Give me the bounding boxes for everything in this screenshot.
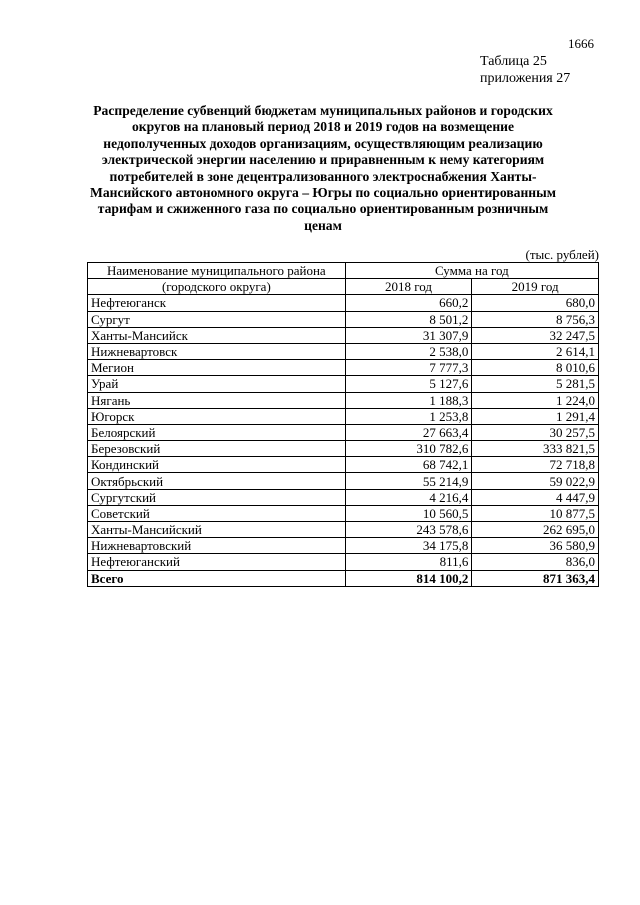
total-label: Всего xyxy=(88,570,346,586)
row-value-2018: 660,2 xyxy=(345,295,472,311)
page-number: 1666 xyxy=(568,36,594,51)
table-row xyxy=(88,457,599,473)
row-value-2019: 8 010,6 xyxy=(472,360,599,376)
row-value-2018: 10 560,5 xyxy=(345,505,472,521)
row-value-2019: 30 257,5 xyxy=(472,424,599,440)
row-name: Нижневартовск xyxy=(88,343,346,359)
table-row xyxy=(88,554,599,570)
row-value-2018: 811,6 xyxy=(345,554,472,570)
row-value-2018: 243 578,6 xyxy=(345,522,472,538)
table-row xyxy=(88,327,599,343)
row-name: Урай xyxy=(88,376,346,392)
row-value-2019: 8 756,3 xyxy=(472,311,599,327)
table-row xyxy=(88,343,599,359)
row-value-2019: 59 022,9 xyxy=(472,473,599,489)
row-value-2019: 10 877,5 xyxy=(472,505,599,521)
row-value-2018: 7 777,3 xyxy=(345,360,472,376)
row-value-2018: 1 253,8 xyxy=(345,408,472,424)
table-row xyxy=(88,522,599,538)
row-name: Ханты-Мансийск xyxy=(88,327,346,343)
row-name: Нефтеюганский xyxy=(88,554,346,570)
row-value-2018: 4 216,4 xyxy=(345,489,472,505)
row-name: Югорск xyxy=(88,408,346,424)
table-row xyxy=(88,360,599,376)
row-value-2019: 1 291,4 xyxy=(472,408,599,424)
row-value-2019: 262 695,0 xyxy=(472,522,599,538)
total-value-2019: 871 363,4 xyxy=(472,570,599,586)
row-value-2019: 36 580,9 xyxy=(472,538,599,554)
table-row xyxy=(88,376,599,392)
header-name-bottom: (городского округа) xyxy=(88,279,346,295)
row-value-2019: 836,0 xyxy=(472,554,599,570)
table-header xyxy=(88,263,599,295)
row-value-2018: 55 214,9 xyxy=(345,473,472,489)
subvention-table xyxy=(87,262,599,587)
row-name: Ханты-Мансийский xyxy=(88,522,346,538)
header-sum: Сумма на год xyxy=(345,263,598,279)
row-name: Кондинский xyxy=(88,457,346,473)
total-row xyxy=(88,570,599,586)
row-value-2018: 1 188,3 xyxy=(345,392,472,408)
row-name: Октябрьский xyxy=(88,473,346,489)
table-row xyxy=(88,408,599,424)
table-ref-line1: Таблица 25 xyxy=(480,54,547,69)
row-value-2018: 2 538,0 xyxy=(345,343,472,359)
row-name: Мегион xyxy=(88,360,346,376)
table-row xyxy=(88,295,599,311)
table-row xyxy=(88,311,599,327)
table-row xyxy=(88,441,599,457)
table-row xyxy=(88,424,599,440)
header-year-2019: 2019 год xyxy=(472,279,599,295)
table-row xyxy=(88,505,599,521)
table-row xyxy=(88,489,599,505)
units-label: (тыс. рублей) xyxy=(525,247,599,262)
row-name: Белоярский xyxy=(88,424,346,440)
table-row xyxy=(88,538,599,554)
table-row xyxy=(88,473,599,489)
row-value-2018: 31 307,9 xyxy=(345,327,472,343)
row-name: Березовский xyxy=(88,441,346,457)
row-value-2019: 333 821,5 xyxy=(472,441,599,457)
row-value-2019: 5 281,5 xyxy=(472,376,599,392)
row-value-2018: 27 663,4 xyxy=(345,424,472,440)
table-reference xyxy=(480,53,598,87)
row-name: Сургут xyxy=(88,311,346,327)
row-name: Нефтеюганск xyxy=(88,295,346,311)
row-value-2019: 1 224,0 xyxy=(472,392,599,408)
total-value-2018: 814 100,2 xyxy=(345,570,472,586)
row-name: Нижневартовский xyxy=(88,538,346,554)
row-value-2019: 2 614,1 xyxy=(472,343,599,359)
header-name-top: Наименование муниципального района xyxy=(88,263,346,279)
document-title: Распределение субвенций бюджетам муниципальных районов и городских округов на плановый период 2018 и 2019 годов на возмещение недополученных доходов организациям, осуществляющим реализацию электрической энергии населению и приравненным к нему категориям потребителей в зоне децентрализованного электроснабжения Ханты-Мансийского автономного округа – Югры по социально ориентированным тарифам и сжиженного газа по социально ориентированным розничным ценам xyxy=(89,103,557,233)
row-value-2019: 72 718,8 xyxy=(472,457,599,473)
row-value-2019: 4 447,9 xyxy=(472,489,599,505)
row-value-2018: 5 127,6 xyxy=(345,376,472,392)
row-name: Сургутский xyxy=(88,489,346,505)
table-body xyxy=(88,295,599,586)
row-value-2018: 310 782,6 xyxy=(345,441,472,457)
table-ref-line2: приложения 27 xyxy=(480,71,571,86)
row-value-2019: 32 247,5 xyxy=(472,327,599,343)
table-row xyxy=(88,392,599,408)
header-year-2018: 2018 год xyxy=(345,279,472,295)
row-name: Советский xyxy=(88,505,346,521)
row-value-2018: 8 501,2 xyxy=(345,311,472,327)
row-value-2018: 34 175,8 xyxy=(345,538,472,554)
row-value-2019: 680,0 xyxy=(472,295,599,311)
row-value-2018: 68 742,1 xyxy=(345,457,472,473)
row-name: Нягань xyxy=(88,392,346,408)
